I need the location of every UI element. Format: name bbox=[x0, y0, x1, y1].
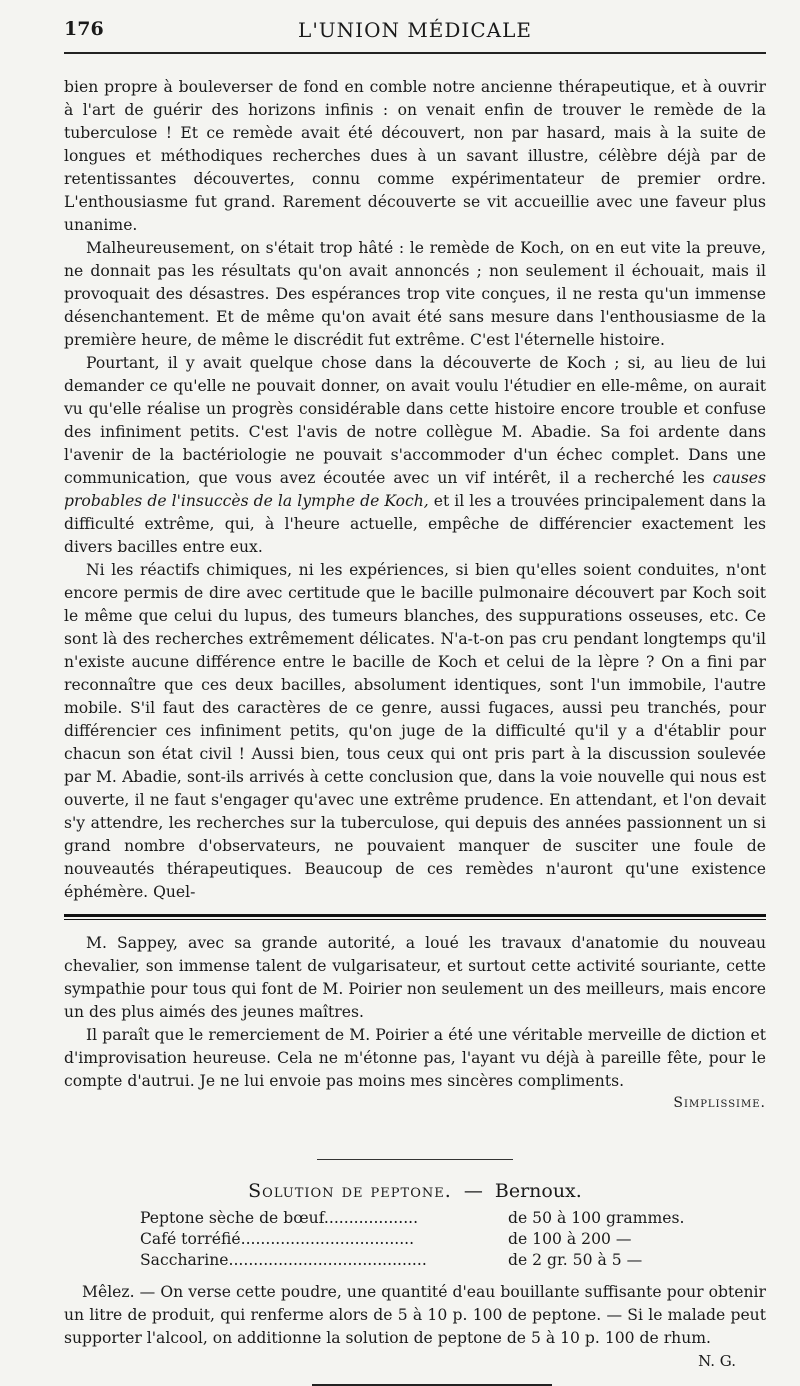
formula-title-author: Bernoux. bbox=[494, 1180, 582, 1202]
feuilleton bbox=[64, 932, 766, 1111]
formula-title-label: Solution de peptone. bbox=[248, 1180, 452, 1202]
author-initials: N. G. bbox=[698, 1352, 736, 1370]
ingredient-quantity: de 50 à 100 grammes. bbox=[508, 1209, 685, 1227]
journal-title: L'UNION MÉDICALE bbox=[298, 18, 532, 42]
leader-dots: ................................... bbox=[240, 1230, 415, 1248]
paragraph-1: bien propre à bouleverser de fond en comble notre ancienne thérapeutique, et à ouvrir à l'art de guérir des horizons infinis : on venait enfin de trouver le remède de la tuberculose ! Et ce remède avait été découvert, non par hasard, mais à la suite de longues et méthodiques recherches dues à un savant illustre, célèbre déjà par de retentissantes découvertes, connu comme expérimentateur de premier ordre. L'enthousiasme fut grand. Rarement découverte se vit accueillie avec une faveur plus unanime. bbox=[64, 78, 766, 234]
section-divider bbox=[317, 1159, 513, 1160]
feuilleton-signature: Simplissime. bbox=[673, 1095, 766, 1111]
ingredient-row bbox=[140, 1250, 684, 1271]
ingredient-name: Saccharine bbox=[140, 1251, 229, 1269]
leader-dots: ................... bbox=[323, 1209, 419, 1227]
ingredient-name: Café torréfié bbox=[140, 1230, 241, 1248]
ingredient-quantity: de 2 gr. 50 à 5 — bbox=[508, 1251, 643, 1269]
leader-dots: ........................................ bbox=[228, 1251, 427, 1269]
formula-title bbox=[64, 1180, 766, 1202]
feuilleton-paragraph-1: M. Sappey, avec sa grande autorité, a loué les travaux d'anatomie du nouveau chevalier, son immense talent de vulgarisateur, et surtout cette activité souriante, cette sympathie pour tous qui font de M. Poirier non seulement un des meilleurs, mais encore un des plus aimés des jeunes maîtres. bbox=[64, 934, 766, 1021]
paragraph-3-text-a: Pourtant, il y avait quelque chose dans la découverte de Koch ; si, au lieu de lui demander ce qu'elle ne pouvait donner, on avait voulu l'étudier en elle-même, on aurait vu qu'elle réalise un progrès considérable dans cette histoire encore trouble et confuse des infiniment petits. C'est l'avis de notre collègue M. Abadie. Sa foi ardente dans l'avenir de la bactériologie ne pouvait s'accommoder d'un échec complet. Dans une communication, que vous avez écoutée avec un vif intérêt, il a recherché les bbox=[64, 354, 766, 487]
paragraph-3-text-b: et il les a trouvées principalement dans la difficulté extrême, qui, à l'heure actuelle, empêche de différencier exactement les divers bacilles entre eux. bbox=[64, 492, 766, 556]
feuilleton-rule-thin bbox=[64, 919, 766, 920]
paragraph-3-italic: causes probables de l'insuccès de la lymphe de Koch, bbox=[64, 469, 766, 510]
ingredient-row bbox=[140, 1229, 684, 1250]
formula-instructions bbox=[64, 1281, 766, 1350]
ingredient-name: Peptone sèche de bœuf bbox=[140, 1209, 324, 1227]
paragraph-3 bbox=[64, 352, 766, 559]
page-number: 176 bbox=[64, 18, 104, 40]
header-rule bbox=[64, 52, 766, 54]
ingredients-table bbox=[140, 1208, 684, 1271]
page bbox=[64, 18, 766, 1386]
paragraph-4: Ni les réactifs chimiques, ni les expériences, si bien qu'elles soient conduites, n'ont encore permis de dire avec certitude que le bacille pulmonaire découvert par Koch soit le même que celui du lupus, des tumeurs blanches, des suppurations osseuses, etc. Ce sont là des recherches extrêmement délicates. N'a-t-on pas cru pendant longtemps qu'il n'existe aucune différence entre le bacille de Koch et celui de la lèpre ? On a fini par reconnaître que ces deux bacilles, absolument identiques, sont l'un immobile, l'autre mobile. S'il faut des caractères de ce genre, aussi fugaces, aussi peu tranchés, pour différencier ces infiniment petits, qu'on juge de la difficulté qu'il y a d'établir pour chacun son état civil ! Aussi bien, tous ceux qui ont pris part à la discussion soulevée par M. Abadie, sont-ils arrivés à cette conclusion que, dans la voie nouvelle qui nous est ouverte, il ne faut s'engager qu'avec une extrême prudence. En attendant, et l'on devait s'y attendre, les recherches sur la tuberculose, qui depuis des années passionnent un si grand nombre d'observateurs, ne pouvaient manquer de susciter une foule de nouveautés thérapeutiques. Beaucoup de ces remèdes n'auront qu'une existence éphémère. Quel- bbox=[64, 561, 766, 901]
paragraph-2: Malheureusement, on s'était trop hâté : le remède de Koch, on en eut vite la preuve, ne donnait pas les résultats qu'on avait annoncés ; non seulement il échouait, mais il provoquait des désastres. Des espérances trop vite conçues, il ne resta qu'un immense désenchantement. Et de même qu'on avait été sans mesure dans l'enthousiasme de la première heure, de même le discrédit fut extrême. C'est l'éternelle histoire. bbox=[64, 239, 766, 349]
formula-title-dash: — bbox=[463, 1180, 483, 1202]
feuilleton-rule-thick bbox=[64, 914, 766, 917]
feuilleton-paragraph-2: Il paraît que le remerciement de M. Poirier a été une véritable merveille de diction et d'improvisation heureuse. Cela ne m'étonne pas, l'ayant vu déjà à pareille fête, pour le compte d'autrui. Je ne lui envoie pas moins mes sincères compliments. bbox=[64, 1026, 766, 1090]
ingredient-quantity: de 100 à 200 — bbox=[508, 1230, 632, 1248]
ingredient-row bbox=[140, 1208, 684, 1229]
article-body bbox=[64, 76, 766, 904]
running-head bbox=[64, 18, 766, 50]
instructions-text: Mêlez. — On verse cette poudre, une quantité d'eau bouillante suffisante pour obtenir un litre de produit, qui renferme alors de 5 à 10 p. 100 de peptone. — Si le malade peut supporter l'alcool, on additionne la solution de peptone de 5 à 10 p. 100 de rhum. bbox=[64, 1283, 766, 1347]
